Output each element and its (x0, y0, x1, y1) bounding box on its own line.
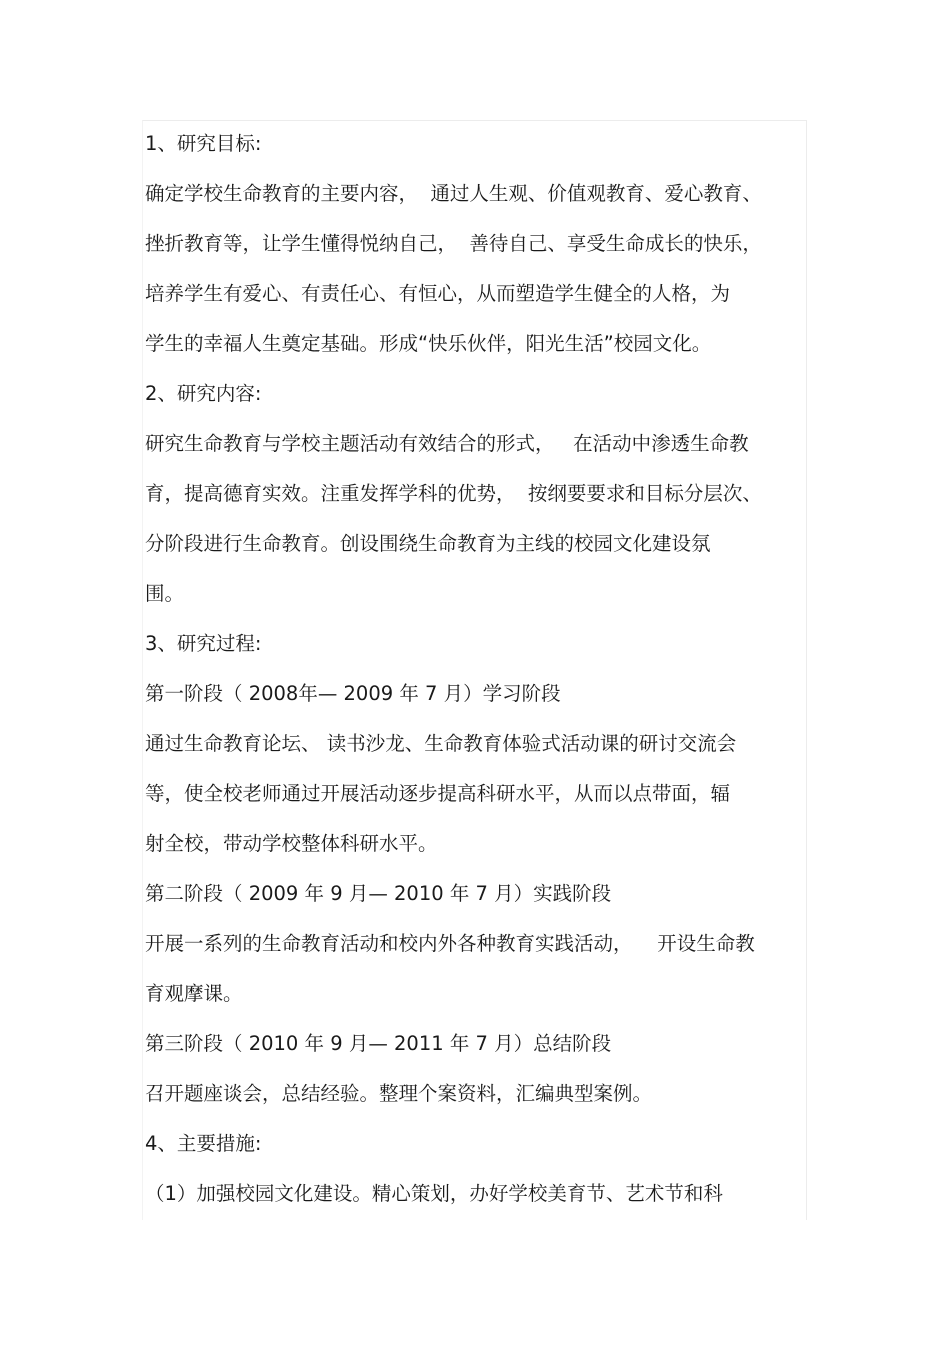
paragraph-line: （1）加强校园文化建设。精心策划，办好学校美育节、艺术节和科 (145, 1182, 723, 1205)
heading-main-measures: 4、主要措施: (145, 1132, 262, 1155)
paragraph-line: 育，提高德育实效。注重发挥学科的优势， 按纲要要求和目标分层次、 (145, 482, 762, 505)
paragraph-line: 射全校，带动学校整体科研水平。 (145, 832, 438, 855)
paragraph-line: 等，使全校老师通过开展活动逐步提高科研水平，从而以点带面，辐 (145, 782, 731, 805)
paragraph-line: 确定学校生命教育的主要内容， 通过人生观、价值观教育、爱心教育、 (145, 182, 762, 205)
paragraph-line: 培养学生有爱心、有责任心、有恒心，从而塑造学生健全的人格，为 (145, 282, 731, 305)
paragraph-line: 分阶段进行生命教育。创设围绕生命教育为主线的校园文化建设氛 (145, 532, 711, 555)
paragraph-line: 研究生命教育与学校主题活动有效结合的形式， 在活动中渗透生命教 (145, 432, 749, 455)
paragraph-line: 学生的幸福人生奠定基础。形成“快乐伙伴，阳光生活”校园文化。 (145, 332, 712, 355)
heading-research-goal: 1、研究目标: (145, 132, 262, 155)
phase-two-title: 第二阶段（ 2009 年 9 月— 2010 年 7 月）实践阶段 (145, 882, 612, 905)
paragraph-line: 开展一系列的生命教育活动和校内外各种教育实践活动， 开设生命教 (145, 932, 755, 955)
document-body (145, 119, 805, 1219)
paragraph-line: 通过生命教育论坛、 读书沙龙、生命教育体验式活动课的研讨交流会 (145, 732, 737, 755)
paragraph-line: 育观摩课。 (145, 982, 243, 1005)
heading-research-process: 3、研究过程: (145, 632, 262, 655)
phase-one-title: 第一阶段（ 2008年— 2009 年 7 月）学习阶段 (145, 682, 561, 705)
heading-research-content: 2、研究内容: (145, 382, 262, 405)
paragraph-line: 挫折教育等，让学生懂得悦纳自己， 善待自己、享受生命成长的快乐， (145, 232, 762, 255)
paragraph-line: 召开题座谈会，总结经验。整理个案资料，汇编典型案例。 (145, 1082, 653, 1105)
phase-three-title: 第三阶段（ 2010 年 9 月— 2011 年 7 月）总结阶段 (145, 1032, 612, 1055)
paragraph-line: 围。 (145, 582, 185, 605)
